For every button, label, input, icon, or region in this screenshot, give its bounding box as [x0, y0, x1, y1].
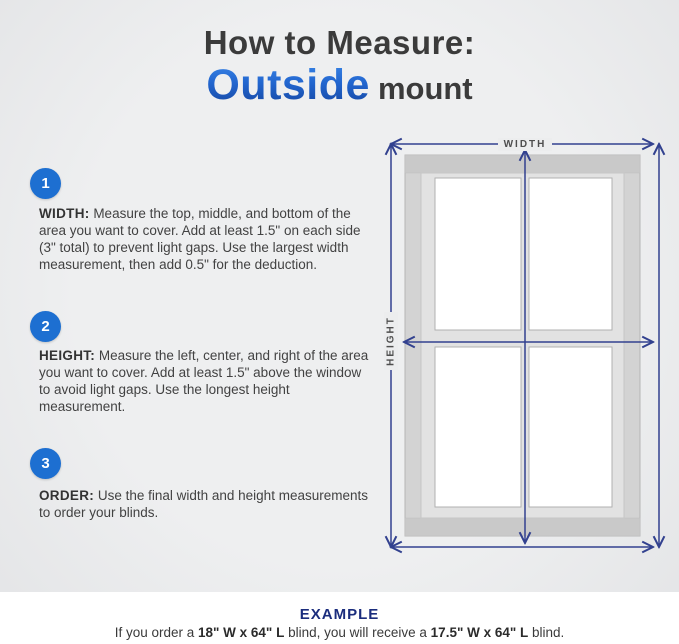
- example-heading: EXAMPLE: [299, 606, 380, 623]
- step-2-label: HEIGHT:: [39, 348, 96, 363]
- example-prefix: If you order a: [114, 625, 198, 640]
- step-2-text: [39, 347, 375, 415]
- step-1-body: Measure the top, middle, and bottom of the area you want to cover. Add at least 1.5" on each side (3" total) to prevent light gaps. Use the largest width measurement, then add 0.5" for the deduction.: [39, 206, 361, 272]
- window-pane-bottom-right: [529, 347, 612, 507]
- example-middle: blind, you will receive a: [284, 625, 431, 640]
- example-ordered-size: 18" W x 64" L: [198, 625, 285, 640]
- step-3-badge: 3: [30, 448, 61, 479]
- step-3-label: ORDER:: [39, 488, 95, 503]
- title-line2: [0, 62, 679, 118]
- blind-bottomrail: [405, 518, 640, 536]
- step-1-text: [39, 205, 375, 273]
- title-line1: How to Measure:: [203, 24, 476, 61]
- example-footer: [0, 592, 679, 644]
- window-diagram-svg: [380, 128, 672, 560]
- example-received-size: 17.5" W x 64" L: [430, 625, 529, 640]
- window-graphic: [405, 155, 640, 536]
- window-pane-top-right: [529, 178, 612, 330]
- step-1-label: WIDTH:: [39, 206, 90, 221]
- step-3-text: [39, 487, 375, 521]
- height-label: HEIGHT: [385, 316, 397, 366]
- window-pane-bottom-left: [435, 347, 521, 507]
- window-measurement-diagram: [380, 128, 672, 560]
- width-label: WIDTH: [503, 139, 547, 151]
- window-pane-top-left: [435, 178, 521, 330]
- step-2-badge: 2: [30, 311, 61, 342]
- example-sentence: [0, 625, 679, 641]
- title-suffix: mount: [377, 71, 473, 106]
- title-highlight: Outside: [206, 61, 370, 109]
- blind-headrail: [405, 155, 640, 173]
- step-3-body: Use the final width and height measurements to order your blinds.: [39, 488, 368, 520]
- step-2-body: Measure the left, center, and right of the area you want to cover. Add at least 1.5" above the window to avoid light gaps. Use the longest height measurement.: [39, 348, 369, 414]
- step-1-badge: 1: [30, 168, 61, 199]
- example-suffix: blind.: [528, 625, 565, 640]
- page-title: [0, 24, 679, 118]
